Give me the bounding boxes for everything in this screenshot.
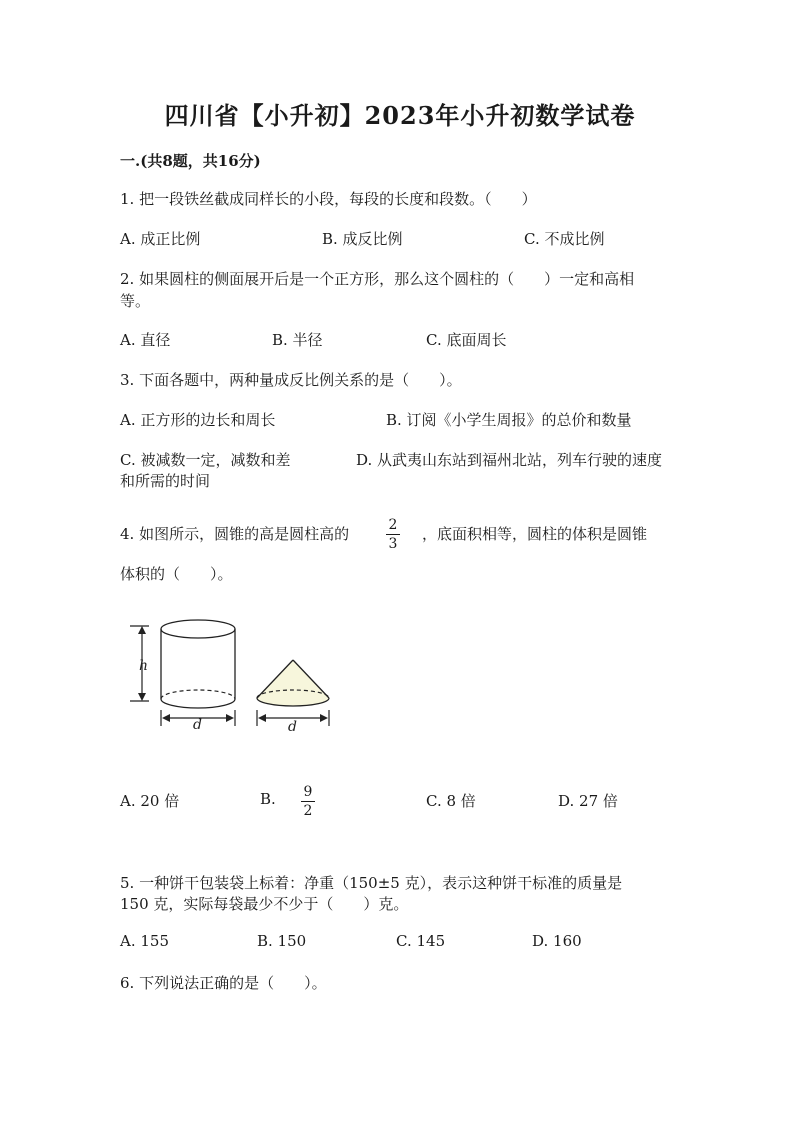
section-heading: 一.(共8题，共16分) bbox=[120, 152, 261, 170]
question-4-fraction bbox=[383, 516, 403, 553]
question-2-option-a: A. 直径 bbox=[120, 331, 171, 349]
fraction-numerator: 2 bbox=[388, 517, 398, 533]
cone-diameter-arrow-left bbox=[258, 714, 266, 722]
question-4-option-b: B. bbox=[260, 790, 276, 808]
page-title: 四川省【小升初】2023年小升初数学试卷 bbox=[164, 101, 636, 130]
cylinder-diameter-label-d: d bbox=[193, 717, 202, 733]
question-1-stem: 1. 把一段铁丝截成同样长的小段，每段的长度和段数。（ ） bbox=[120, 190, 537, 208]
question-4-stem-part-1: 4. 如图所示，圆锥的高是圆柱高的 bbox=[120, 525, 350, 543]
question-4-option-c: C. 8 倍 bbox=[426, 792, 476, 810]
height-arrow-down bbox=[138, 693, 146, 701]
fraction-numerator: 9 bbox=[303, 784, 313, 800]
question-2-stem-line-1: 2. 如果圆柱的侧面展开后是一个正方形，那么这个圆柱的（ ）一定和高相 bbox=[120, 270, 635, 288]
cylinder-top bbox=[161, 620, 235, 638]
question-5-option-c: C. 145 bbox=[396, 932, 446, 950]
cylinder-diameter-arrow-right bbox=[226, 714, 234, 722]
question-5-option-a: A. 155 bbox=[120, 932, 169, 950]
question-2-stem-line-2: 等。 bbox=[120, 292, 151, 310]
question-3-option-c: C. 被减数一定，减数和差 bbox=[120, 451, 291, 469]
question-1-option-b: B. 成反比例 bbox=[322, 230, 403, 248]
question-4-option-b-fraction bbox=[298, 783, 318, 820]
question-1-option-a: A. 成正比例 bbox=[120, 230, 201, 248]
cylinder-cone-figure bbox=[125, 612, 355, 737]
question-5-option-b: B. 150 bbox=[257, 932, 307, 950]
question-3-option-d: D. 从武夷山东站到福州北站，列车行驶的速度 bbox=[356, 451, 663, 469]
cylinder-bottom-back bbox=[161, 690, 235, 699]
question-5-stem-line-1: 5. 一种饼干包装袋上标着：净重（150±5 克），表示这种饼干标准的质量是 bbox=[120, 874, 623, 892]
question-3-option-d-line-2: 和所需的时间 bbox=[120, 472, 211, 490]
height-label-h: h bbox=[139, 658, 149, 674]
fraction-denominator: 2 bbox=[303, 803, 313, 819]
question-4-option-a: A. 20 倍 bbox=[120, 792, 180, 810]
question-3-option-a: A. 正方形的边长和周长 bbox=[120, 411, 276, 429]
cone-base-front bbox=[257, 698, 329, 706]
question-2-option-b: B. 半径 bbox=[272, 331, 323, 349]
height-arrow-up bbox=[138, 626, 146, 634]
question-2-option-c: C. 底面周长 bbox=[426, 331, 507, 349]
cone-diameter-label-d: d bbox=[288, 719, 297, 735]
cone-diameter-arrow-right bbox=[320, 714, 328, 722]
fraction-denominator: 3 bbox=[388, 536, 398, 552]
question-5-stem-line-2: 150 克，实际每袋最少不少于（ ）克。 bbox=[120, 895, 409, 913]
question-3-option-b: B. 订阅《小学生周报》的总价和数量 bbox=[386, 411, 632, 429]
question-4-stem-part-2: ，底面积相等，圆柱的体积是圆锥 bbox=[422, 525, 648, 543]
question-1-option-c: C. 不成比例 bbox=[524, 230, 605, 248]
question-6-stem: 6. 下列说法正确的是（ ）。 bbox=[120, 974, 327, 992]
cylinder-bottom-front bbox=[161, 699, 235, 708]
question-3-stem: 3. 下面各题中，两种量成反比例关系的是（ ）。 bbox=[120, 371, 462, 389]
question-4-stem-line-2: 体积的（ ）。 bbox=[120, 565, 233, 583]
cylinder-diameter-arrow-left bbox=[162, 714, 170, 722]
question-4-option-d: D. 27 倍 bbox=[558, 792, 618, 810]
question-5-option-d: D. 160 bbox=[532, 932, 582, 950]
